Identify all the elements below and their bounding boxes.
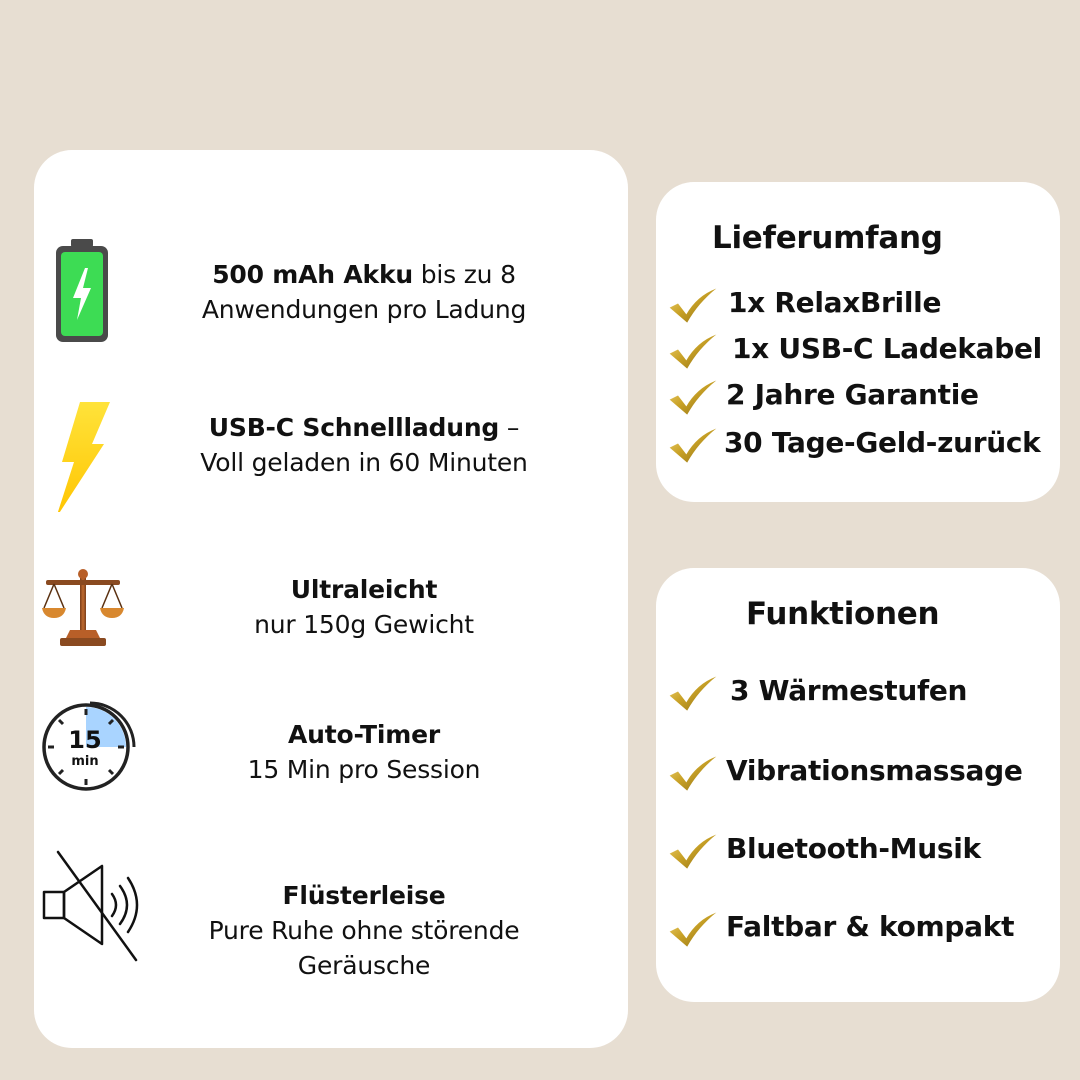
feature-title-rest: – — [499, 413, 520, 442]
checkmark-icon — [668, 332, 718, 372]
feature-fast-charge — [34, 390, 628, 520]
feature-description-line3: Geräusche — [297, 951, 431, 980]
feature-description: Voll geladen in 60 Minuten — [200, 448, 528, 477]
delivery-scope-card — [656, 182, 1060, 502]
list-item-label: Bluetooth-Musik — [726, 832, 981, 865]
checkmark-icon — [668, 426, 718, 466]
feature-title: 500 mAh Akku — [212, 260, 414, 289]
list-item-label: 1x RelaxBrille — [728, 286, 942, 319]
feature-weight-text — [154, 572, 574, 642]
feature-fast-charge-text — [154, 410, 574, 480]
feature-title: USB-C Schnellladung — [208, 413, 500, 442]
battery-icon — [54, 238, 110, 344]
feature-weight — [34, 560, 628, 660]
feature-silent-text — [154, 878, 574, 983]
list-item-label: Vibrationsmassage — [726, 754, 1023, 787]
list-item-label: 30 Tage-Geld-zurück — [724, 426, 1041, 459]
feature-description: 15 Min pro Session — [247, 755, 481, 784]
lightning-icon — [52, 400, 114, 512]
list-item-label: 1x USB-C Ladekabel — [732, 332, 1042, 365]
list-item-label: Faltbar & kompakt — [726, 910, 1015, 943]
feature-silent — [34, 850, 628, 990]
checkmark-icon — [668, 674, 718, 714]
feature-title: Auto-Timer — [288, 720, 440, 749]
timer-icon-number: 15 — [68, 726, 102, 754]
delivery-scope-title: Lieferumfang — [712, 220, 943, 256]
feature-battery — [34, 230, 628, 350]
timer-icon-unit: min — [71, 754, 99, 769]
mute-speaker-icon — [40, 850, 152, 962]
feature-title: Ultraleicht — [290, 575, 438, 604]
feature-title-rest: bis zu 8 — [413, 260, 516, 289]
feature-timer-text — [154, 717, 574, 787]
feature-description: Anwendungen pro Ladung — [201, 295, 527, 324]
checkmark-icon — [668, 754, 718, 794]
feature-battery-text — [154, 257, 574, 327]
feature-description: Pure Ruhe ohne störende — [208, 916, 520, 945]
list-item-label: 2 Jahre Garantie — [726, 378, 979, 411]
functions-card — [656, 568, 1060, 1002]
feature-timer — [34, 695, 628, 805]
checkmark-icon — [668, 286, 718, 326]
feature-title: Flüsterleise — [282, 881, 446, 910]
functions-title: Funktionen — [746, 596, 940, 632]
timer-icon — [38, 695, 138, 795]
checkmark-icon — [668, 910, 718, 950]
feature-description: nur 150g Gewicht — [254, 610, 474, 639]
checkmark-icon — [668, 378, 718, 418]
list-item-label: 3 Wärmestufen — [730, 674, 968, 707]
scale-icon — [40, 568, 126, 648]
features-card — [34, 150, 628, 1048]
checkmark-icon — [668, 832, 718, 872]
